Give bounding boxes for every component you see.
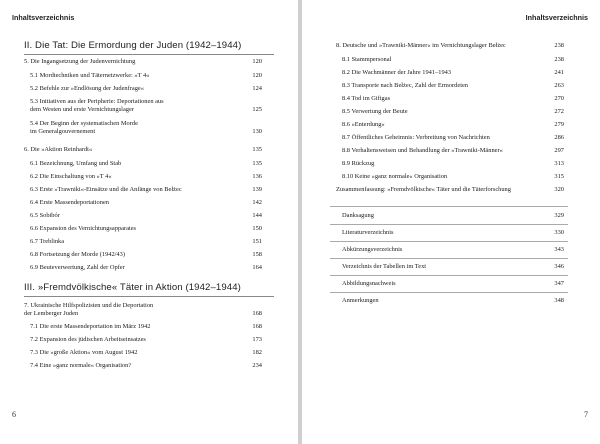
toc-entry-title: 6.8 Fortsetzung der Morde (1942/43) xyxy=(30,251,125,258)
toc-entry-title: 8.7 Öffentliches Geheimnis: Verbreitung von Nachrichten xyxy=(342,134,490,141)
toc-entry-page: 164 xyxy=(252,264,262,271)
toc-entry-page: 263 xyxy=(554,82,564,89)
toc-entry-title: 6.7 Treblinka xyxy=(30,238,65,245)
running-head: Inhaltsverzeichnis xyxy=(525,13,588,22)
toc-entry-page: 135 xyxy=(252,160,262,167)
toc-entry-title: 8.8 Verhaltensweisen und Behandlung der »Trawniki-Männer« xyxy=(342,147,503,154)
toc-entry-title: 7.4 Eine »ganz normale« Organisation? xyxy=(30,362,132,369)
toc-entry-title: 6.1 Bezeichnung, Umfang und Stab xyxy=(30,160,122,167)
toc-entry-title: 6.2 Die Einschaltung von »T 4« xyxy=(30,173,112,180)
toc-entry-title: 8.5 Verwertung der Beute xyxy=(342,108,408,115)
toc-entry-page: 329 xyxy=(554,212,564,219)
toc-entry-page: 343 xyxy=(554,246,564,253)
right-page xyxy=(302,0,600,444)
left-page xyxy=(0,0,298,444)
toc-entry-title: Zusammenfassung: »Fremdvölkische« Täter und die Täterforschung xyxy=(336,186,511,193)
page-number: 7 xyxy=(584,410,588,419)
part-iii-title: III. »Fremdvölkische« Täter in Aktion (1942–1944) xyxy=(24,282,241,293)
toc-entry-page: 313 xyxy=(554,160,564,167)
page-number: 6 xyxy=(12,410,16,419)
toc-entry-title: 6.6 Expansion des Vernichtungsapparates xyxy=(30,225,137,232)
toc-entry-page: 151 xyxy=(252,238,262,245)
toc-entry-title: 7.3 Die »große Aktion« vom August 1942 xyxy=(30,349,138,356)
divider xyxy=(330,224,568,225)
toc-entry-page: 286 xyxy=(554,134,564,141)
toc-entry-page: 270 xyxy=(554,95,564,102)
running-head: Inhaltsverzeichnis xyxy=(12,13,75,22)
toc-entry-title: 8.4 Tod im Giftgas xyxy=(342,95,391,102)
toc-entry-page: 330 xyxy=(554,229,564,236)
toc-entry-page: 320 xyxy=(554,186,564,193)
toc-entry-page: 135 xyxy=(252,146,262,153)
toc-entry-title: 8.10 Keine »ganz normale« Organisation xyxy=(342,173,448,180)
toc-entry-title: Abbildungsnachweis xyxy=(342,280,396,287)
part-ii-rule xyxy=(24,54,274,55)
divider xyxy=(330,292,568,293)
toc-entry-title: 5.4 Der Beginn der systematischen Morde im Generalgouvernement xyxy=(30,120,138,135)
divider xyxy=(330,241,568,242)
toc-entry-page: 136 xyxy=(252,173,262,180)
toc-entry-title: 8.3 Transporte nach Bełżec, Zahl der Ermordeten xyxy=(342,82,468,89)
toc-entry-page: 297 xyxy=(554,147,564,154)
toc-entry-page: 241 xyxy=(554,69,564,76)
toc-entry-title: Verzeichnis der Tabellen im Text xyxy=(342,263,427,270)
divider xyxy=(330,275,568,276)
part-iii-rule xyxy=(24,296,274,297)
toc-entry-title: 6.4 Erste Massendeportationen xyxy=(30,199,109,206)
toc-entry-title: Danksagung xyxy=(342,212,374,219)
toc-entry-page: 168 xyxy=(252,323,262,330)
toc-entry-page: 124 xyxy=(252,85,262,92)
toc-entry-title: 5.1 Mordtechniken und Täternetzwerke: »T 4« xyxy=(30,72,150,79)
toc-entry-page: 346 xyxy=(554,263,564,270)
toc-entry-page: 120 xyxy=(252,58,262,65)
toc-entry-title: 6. Die »Aktion Reinhardt« xyxy=(24,146,93,153)
toc-entry-page: 120 xyxy=(252,72,262,79)
toc-entry-page: 168 xyxy=(252,309,262,317)
toc-entry-page: 238 xyxy=(554,42,564,49)
toc-entry-title: 8. Deutsche und »Trawniki-Männer« im Vernichtungslager Bełżec xyxy=(336,42,506,49)
part-ii-title: II. Die Tat: Die Ermordung der Juden (1942–1944) xyxy=(24,40,242,51)
toc-entry-page: 182 xyxy=(252,349,262,356)
toc-entry-title: 5.2 Befehle zur »Endlösung der Judenfrage« xyxy=(30,85,144,92)
toc-entry-title: Literaturverzeichnis xyxy=(342,229,394,236)
toc-entry-title: 7.1 Die erste Massendeportation im März 1942 xyxy=(30,323,151,330)
toc-entry-title: 7. Ukrainische Hilfspolizisten und die Deportation der Lemberger Juden xyxy=(24,302,154,317)
toc-entry-page: 347 xyxy=(554,280,564,287)
toc-entry-title: 6.5 Sobibór xyxy=(30,212,60,219)
toc-entry-title: Abkürzungsverzeichnis xyxy=(342,246,403,253)
toc-entry-page: 130 xyxy=(252,127,262,135)
toc-entry-page: 238 xyxy=(554,56,564,63)
toc-entry-title: 5.3 Initiativen aus der Peripherie: Deportationen aus dem Westen und erste Vernichtungslager xyxy=(30,98,164,113)
toc-entry-page: 272 xyxy=(554,108,564,115)
toc-entry-page: 348 xyxy=(554,297,564,304)
toc-entry-page: 279 xyxy=(554,121,564,128)
toc-entry-title: 8.6 »Enterdung« xyxy=(342,121,385,128)
toc-entry-title: 6.9 Beuteverwertung, Zahl der Opfer xyxy=(30,264,125,271)
toc-entry-page: 139 xyxy=(252,186,262,193)
toc-entry-page: 315 xyxy=(554,173,564,180)
toc-entry-page: 150 xyxy=(252,225,262,232)
toc-entry-page: 144 xyxy=(252,212,262,219)
toc-entry-title: 7.2 Expansion des jüdischen Arbeitseinsatzes xyxy=(30,336,146,343)
toc-entry-page: 142 xyxy=(252,199,262,206)
divider xyxy=(330,258,568,259)
toc-entry-title: 8.9 Rückzug xyxy=(342,160,375,167)
toc-entry-title: Anmerkungen xyxy=(342,297,379,304)
toc-entry-title: 8.1 Stammpersonal xyxy=(342,56,392,63)
toc-entry-page: 234 xyxy=(252,362,262,369)
divider xyxy=(330,206,568,207)
toc-entry-title: 6.3 Erste »Trawniki«-Einsätze und die Anfänge von Bełżec xyxy=(30,186,182,193)
toc-entry-page: 173 xyxy=(252,336,262,343)
toc-entry-page: 125 xyxy=(252,105,262,113)
toc-entry-title: 5. Die Ingangsetzung der Judenvernichtung xyxy=(24,58,136,65)
toc-entry-page: 158 xyxy=(252,251,262,258)
toc-entry-title: 8.2 Die Wachmänner der Jahre 1941–1943 xyxy=(342,69,452,76)
